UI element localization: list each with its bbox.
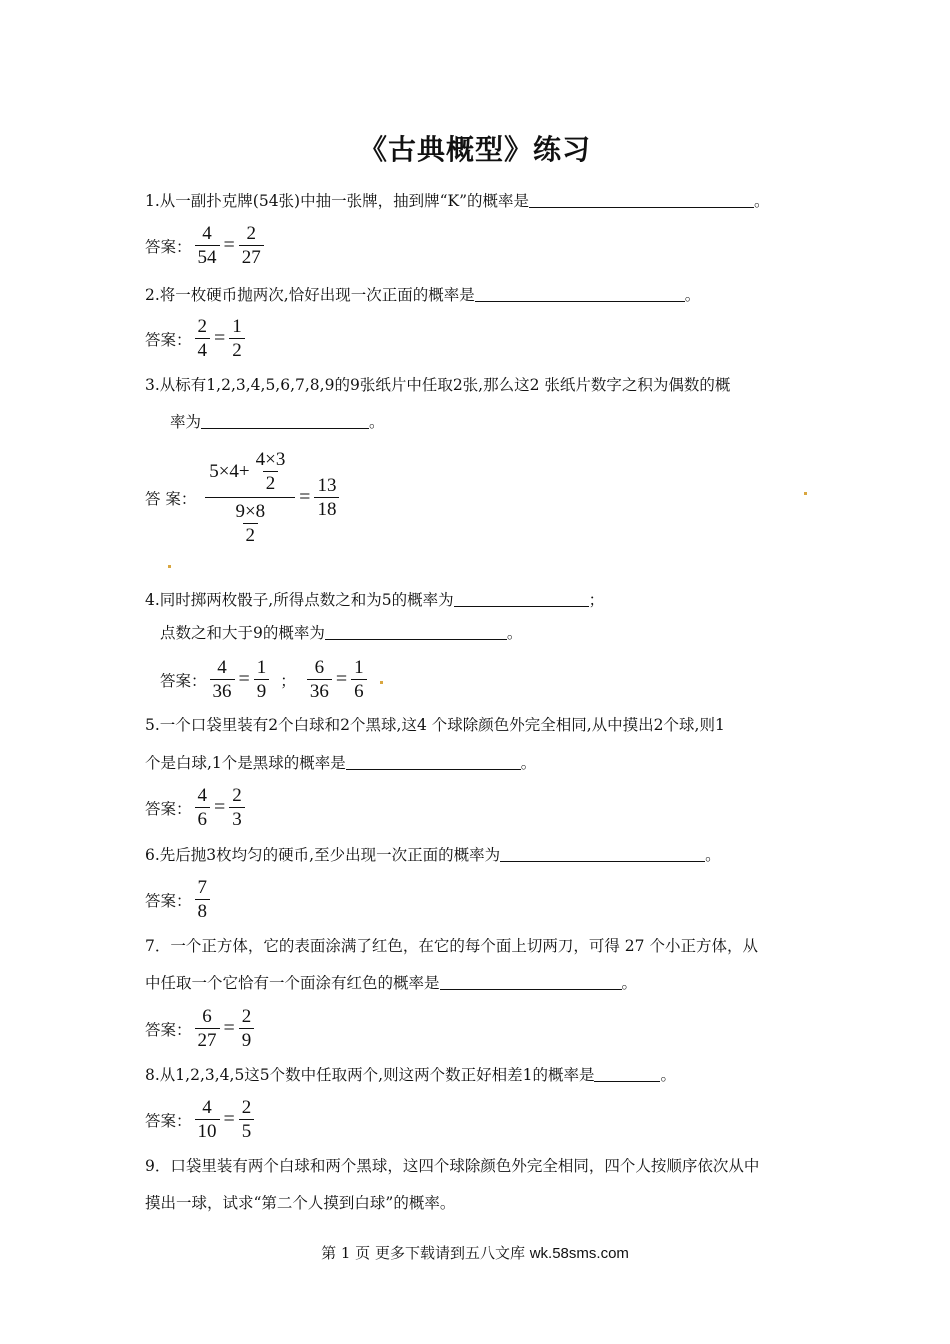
answer-label: 答案：: [145, 237, 192, 256]
punctuation: ；: [588, 591, 605, 609]
fraction: $\frac{4}{54}$: [195, 222, 220, 269]
answer-3: [145, 448, 342, 547]
answer-1: [145, 222, 267, 269]
fraction: $\frac{1}{6}$: [351, 656, 367, 703]
equals-sign: =: [223, 1017, 235, 1039]
equals-sign: =: [214, 327, 226, 349]
fraction: $\frac{1}{9}$: [254, 656, 270, 703]
page-footer: [0, 1242, 950, 1263]
question-8: [145, 1063, 676, 1087]
fraction: $\frac{6}{36}$: [307, 656, 332, 703]
fraction: $\frac{6}{27}$: [195, 1005, 220, 1052]
punctuation: 。: [520, 754, 537, 772]
answer-blank: [201, 412, 369, 429]
question-5-text: 个是白球,1个是黑球的概率是: [145, 754, 346, 772]
fraction: $\frac{2}{27}$: [239, 222, 264, 269]
question-4-line-2: [160, 621, 522, 645]
answer-label: 答 案：: [145, 489, 197, 508]
fraction: $\frac{9\times 8}{2}$: [235, 501, 266, 546]
question-6-text: 6.先后抛3枚均匀的硬币,至少出现一次正面的概率为: [145, 846, 501, 864]
question-5-line-2: [145, 751, 536, 775]
answer-label: 答案：: [145, 330, 192, 349]
page-title: 《古典概型》练习: [358, 133, 591, 166]
question-9-line-1: 9．口袋里装有两个白球和两个黑球，这四个球除颜色外完全相同，四个人按顺序依次从中: [145, 1157, 760, 1175]
compound-fraction: [205, 448, 295, 547]
equals-sign: =: [223, 234, 235, 256]
answer-blank: [454, 590, 589, 607]
fraction: $\frac{7}{8}$: [195, 876, 211, 923]
question-1: [145, 189, 770, 213]
question-7-line-1: 7．一个正方体，它的表面涂满了红色，在它的每个面上切两刀，可得 27 个小正方体，从: [145, 937, 758, 955]
question-8-text: 8.从1,2,3,4,5这5个数中任取两个,则这两个数正好相差1的概率是: [145, 1066, 595, 1084]
equals-sign: =: [335, 668, 348, 690]
question-7-text: 中任取一个它恰有一个面涂有红色的概率是: [145, 974, 440, 992]
punctuation: 。: [684, 286, 701, 304]
answer-blank: [594, 1065, 660, 1082]
equals-sign: =: [223, 1108, 235, 1130]
punctuation: 。: [660, 1066, 676, 1084]
answer-blank: [475, 285, 685, 302]
question-3-line-1: 3.从标有1,2,3,4,5,6,7,8,9的9张纸片中任取2张,那么这2 张纸片数字之积为偶数的概: [145, 376, 731, 394]
answer-5: [145, 784, 248, 831]
fraction: $\frac{13}{18}$: [314, 474, 339, 521]
answer-label: 答案：: [145, 1020, 192, 1039]
question-1-text: 1.从一副扑克牌(54张)中抽一张牌，抽到牌“K”的概率是: [145, 192, 530, 210]
question-5-line-1: 5.一个口袋里装有2个白球和2个黑球,这4 个球除颜色外完全相同,从中摸出2个球,则1: [145, 716, 725, 734]
question-2: [145, 283, 700, 307]
answer-blank: [325, 623, 507, 640]
question-3-text: 率为: [170, 413, 202, 431]
answer-blank: [440, 973, 622, 990]
footer-text: 第 1 页 更多下载请到五八文库: [321, 1244, 530, 1262]
expression-text: 5×4+: [209, 461, 250, 482]
question-4-line-1: [145, 588, 604, 612]
stray-mark: [804, 492, 807, 495]
answer-blank: [346, 753, 521, 770]
question-4-text: 4.同时掷两枚骰子,所得点数之和为5的概率为: [145, 591, 454, 609]
answer-blank: [529, 191, 754, 208]
answer-7: [145, 1005, 257, 1052]
fraction: $\frac{2}{4}$: [195, 315, 211, 362]
equals-sign: =: [299, 486, 311, 508]
question-9-line-2: 摸出一球，试求“第二个人摸到白球”的概率。: [145, 1194, 456, 1212]
question-7-line-2: [145, 971, 637, 995]
equals-sign: =: [214, 796, 226, 818]
answer-blank: [500, 845, 705, 862]
fraction: $\frac{4}{10}$: [195, 1096, 220, 1143]
fraction: $\frac{4\times 3}{2}$: [255, 449, 286, 494]
footer-link[interactable]: wk.58sms.com: [529, 1245, 629, 1262]
answer-label: 答案：: [160, 671, 207, 690]
punctuation: 。: [369, 413, 385, 431]
answer-4: [160, 656, 370, 703]
answer-label: 答案：: [145, 1111, 192, 1130]
answer-label: 答案：: [145, 799, 192, 818]
fraction: $\frac{4}{36}$: [210, 656, 235, 703]
fraction: $\frac{2}{9}$: [239, 1005, 255, 1052]
equals-sign: =: [238, 668, 250, 690]
answer-8: [145, 1096, 257, 1143]
fraction: $\frac{1}{2}$: [229, 315, 245, 362]
question-4-text: 点数之和大于9的概率为: [160, 624, 325, 642]
punctuation: 。: [705, 846, 721, 864]
punctuation: 。: [621, 974, 638, 992]
question-2-text: 2.将一枚硬币抛两次,恰好出现一次正面的概率是: [145, 286, 475, 304]
fraction: $\frac{4}{6}$: [195, 784, 211, 831]
answer-6: [145, 876, 213, 923]
question-3-line-2: [170, 410, 385, 434]
fraction: $\frac{2}{5}$: [239, 1096, 255, 1143]
question-6: [145, 843, 721, 867]
separator: ；: [280, 671, 296, 690]
punctuation: 。: [506, 624, 523, 642]
answer-2: [145, 315, 248, 362]
answer-label: 答案：: [145, 891, 192, 910]
fraction: $\frac{2}{3}$: [229, 784, 245, 831]
punctuation: 。: [754, 192, 770, 210]
stray-mark: [380, 681, 383, 684]
stray-mark: [168, 565, 171, 568]
